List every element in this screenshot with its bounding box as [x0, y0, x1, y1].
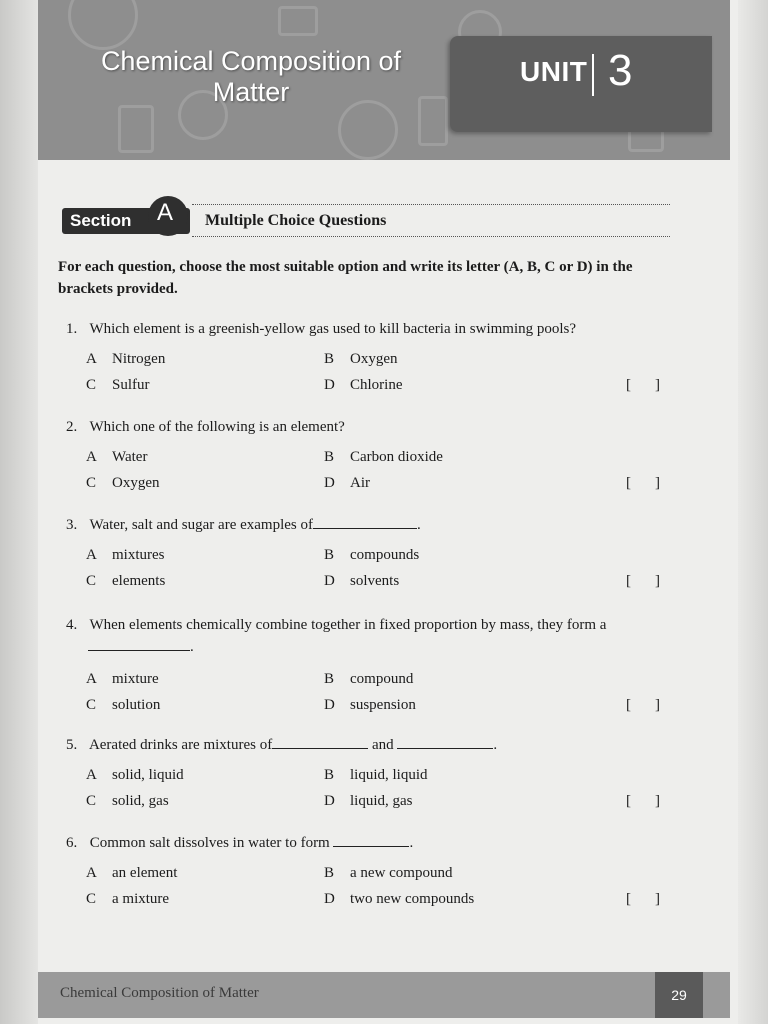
- question-2: [66, 416, 670, 496]
- option-c[interactable]: [86, 470, 160, 496]
- question-number: 1.: [66, 321, 78, 337]
- bracket-close: ]: [655, 377, 660, 393]
- option-text: solvents: [350, 573, 400, 589]
- option-d[interactable]: [324, 372, 403, 398]
- answer-bracket[interactable]: [626, 372, 660, 398]
- question-number: 6.: [66, 835, 78, 851]
- option-text: compound: [350, 671, 414, 687]
- option-letter: D: [324, 697, 335, 713]
- option-letter: C: [86, 377, 97, 393]
- option-letter: D: [324, 793, 335, 809]
- question-number: 2.: [66, 419, 78, 435]
- option-row: [66, 542, 670, 568]
- section-letter: A: [157, 199, 174, 226]
- question-stem: [66, 318, 670, 340]
- option-row: [66, 860, 670, 886]
- question-stem: 6. Common salt dissolves in water to form .: [66, 832, 670, 854]
- option-c[interactable]: [86, 372, 150, 398]
- option-b[interactable]: [324, 666, 413, 692]
- question-number: 3.: [66, 517, 78, 533]
- unit-number: 3: [608, 46, 633, 95]
- question-text: When elements chemically combine together in fixed proportion by mass, they form a: [89, 617, 607, 633]
- option-row: [66, 762, 670, 788]
- option-letter: C: [86, 475, 97, 491]
- answer-bracket[interactable]: [626, 788, 660, 814]
- bracket-close: ]: [655, 475, 660, 491]
- section-title: Multiple Choice Questions: [205, 212, 387, 229]
- answer-bracket[interactable]: [626, 886, 660, 912]
- bracket-close: ]: [655, 697, 660, 713]
- option-a[interactable]: [86, 666, 159, 692]
- question-stem: 5. Aerated drinks are mixtures of and .: [66, 734, 670, 756]
- question-3: [66, 514, 670, 594]
- option-b[interactable]: [324, 444, 443, 470]
- option-c[interactable]: [86, 788, 169, 814]
- footer-label: Chemical Composition of Matter: [60, 985, 259, 1001]
- option-letter: A: [86, 351, 97, 367]
- option-c[interactable]: [86, 692, 160, 718]
- question-stem: [66, 614, 670, 636]
- option-row: [66, 444, 670, 470]
- option-row: [66, 568, 670, 594]
- option-b[interactable]: [324, 762, 428, 788]
- option-text: suspension: [350, 697, 416, 713]
- answer-blank[interactable]: [88, 637, 190, 651]
- option-a[interactable]: [86, 542, 165, 568]
- option-letter: A: [86, 449, 97, 465]
- question-text-middle: and: [371, 737, 394, 753]
- option-text: mixture: [112, 671, 159, 687]
- unit-title: [36, 46, 466, 108]
- option-row: [66, 666, 670, 692]
- option-letter: C: [86, 793, 97, 809]
- option-d[interactable]: [324, 470, 370, 496]
- option-text: Oxygen: [350, 351, 398, 367]
- section-rule-top: [192, 204, 670, 205]
- option-text: Oxygen: [112, 475, 160, 491]
- unit-label: UNIT: [520, 56, 588, 87]
- option-text: Sulfur: [112, 377, 150, 393]
- question-number: 4.: [66, 617, 78, 633]
- option-b[interactable]: [324, 860, 452, 886]
- option-a[interactable]: [86, 860, 177, 886]
- question-stem: 3. Water, salt and sugar are examples of .: [66, 514, 670, 536]
- option-text: Carbon dioxide: [350, 449, 443, 465]
- option-d[interactable]: [324, 886, 474, 912]
- bracket-close: ]: [655, 573, 660, 589]
- option-text: Chlorine: [350, 377, 403, 393]
- page-edge-shadow: [738, 0, 768, 1024]
- decorative-circle: [338, 100, 398, 160]
- question-4: [66, 614, 670, 718]
- question-stem: [66, 416, 670, 438]
- option-text: Water: [112, 449, 148, 465]
- option-text: elements: [112, 573, 166, 589]
- option-letter: B: [324, 449, 335, 465]
- option-a[interactable]: [86, 762, 184, 788]
- option-letter: B: [324, 767, 335, 783]
- answer-bracket[interactable]: [626, 470, 660, 496]
- answer-blank[interactable]: [313, 515, 417, 529]
- bracket-close: ]: [655, 793, 660, 809]
- option-text: liquid, gas: [350, 793, 413, 809]
- option-letter: C: [86, 573, 97, 589]
- bracket-open: [: [626, 377, 631, 393]
- option-text: a mixture: [112, 891, 170, 907]
- question-6: [66, 832, 670, 912]
- option-letter: C: [86, 697, 97, 713]
- option-c[interactable]: [86, 886, 169, 912]
- section-header: [62, 196, 670, 240]
- unit-title-line-2: Matter: [212, 77, 290, 107]
- question-5: [66, 734, 670, 814]
- option-letter: D: [324, 377, 335, 393]
- option-text: solid, gas: [112, 793, 169, 809]
- bracket-close: ]: [655, 891, 660, 907]
- bracket-open: [: [626, 697, 631, 713]
- option-letter: C: [86, 891, 97, 907]
- option-c[interactable]: [86, 568, 165, 594]
- option-d[interactable]: [324, 568, 399, 594]
- option-d[interactable]: [324, 692, 416, 718]
- answer-blank-2[interactable]: [397, 735, 493, 749]
- answer-blank[interactable]: [333, 833, 409, 847]
- option-text: solid, liquid: [112, 767, 184, 783]
- option-a[interactable]: [86, 346, 165, 372]
- option-letter: A: [86, 671, 97, 687]
- option-b[interactable]: [324, 542, 419, 568]
- answer-blank-1[interactable]: [272, 735, 368, 749]
- unit-title-line-1: Chemical Composition of: [100, 46, 402, 76]
- question-number: 5.: [66, 737, 78, 753]
- option-letter: D: [324, 475, 335, 491]
- question-text-before: Aerated drinks are mixtures of: [88, 737, 273, 753]
- bracket-open: [: [626, 475, 631, 491]
- unit-divider: [592, 54, 594, 96]
- option-d[interactable]: [324, 788, 413, 814]
- page-binding-shadow: [0, 0, 38, 1024]
- option-letter: D: [324, 573, 335, 589]
- option-text: Nitrogen: [112, 351, 166, 367]
- option-text: an element: [112, 865, 178, 881]
- option-row: [66, 692, 670, 718]
- option-text: two new compounds: [350, 891, 475, 907]
- question-stem-continued: .: [66, 636, 670, 662]
- question-text: Common salt dissolves in water to form: [89, 835, 330, 851]
- answer-bracket[interactable]: [626, 692, 660, 718]
- option-row: [66, 372, 670, 398]
- question-text: Water, salt and sugar are examples of: [89, 517, 313, 533]
- option-b[interactable]: [324, 346, 398, 372]
- option-letter: B: [324, 351, 335, 367]
- option-a[interactable]: [86, 444, 147, 470]
- option-letter: B: [324, 547, 335, 563]
- decorative-circle: [68, 0, 138, 50]
- option-row: [66, 886, 670, 912]
- option-letter: B: [324, 865, 335, 881]
- option-text: a new compound: [350, 865, 453, 881]
- option-row: [66, 470, 670, 496]
- answer-bracket[interactable]: [626, 568, 660, 594]
- instructions: For each question, choose the most suitable option and write its letter (A, B, C or D) in the brackets provided.: [58, 259, 633, 297]
- option-text: mixtures: [112, 547, 165, 563]
- decorative-beaker: [118, 105, 154, 153]
- bracket-open: [: [626, 793, 631, 809]
- option-letter: D: [324, 891, 335, 907]
- decorative-book: [278, 6, 318, 36]
- option-text: compounds: [350, 547, 420, 563]
- option-letter: A: [86, 767, 97, 783]
- section-rule-bottom: [192, 236, 670, 237]
- option-text: solution: [112, 697, 161, 713]
- option-letter: A: [86, 547, 97, 563]
- option-row: [66, 788, 670, 814]
- section-word: Section: [70, 211, 132, 230]
- option-letter: B: [324, 671, 335, 687]
- page-number: 29: [655, 972, 703, 1018]
- question-1: [66, 318, 670, 398]
- option-letter: A: [86, 865, 97, 881]
- question-text: Which one of the following is an element?: [89, 419, 345, 435]
- option-text: Air: [350, 475, 370, 491]
- bracket-open: [: [626, 573, 631, 589]
- bracket-open: [: [626, 891, 631, 907]
- option-text: liquid, liquid: [350, 767, 428, 783]
- option-row: [66, 346, 670, 372]
- question-text: Which element is a greenish-yellow gas used to kill bacteria in swimming pools?: [89, 321, 577, 337]
